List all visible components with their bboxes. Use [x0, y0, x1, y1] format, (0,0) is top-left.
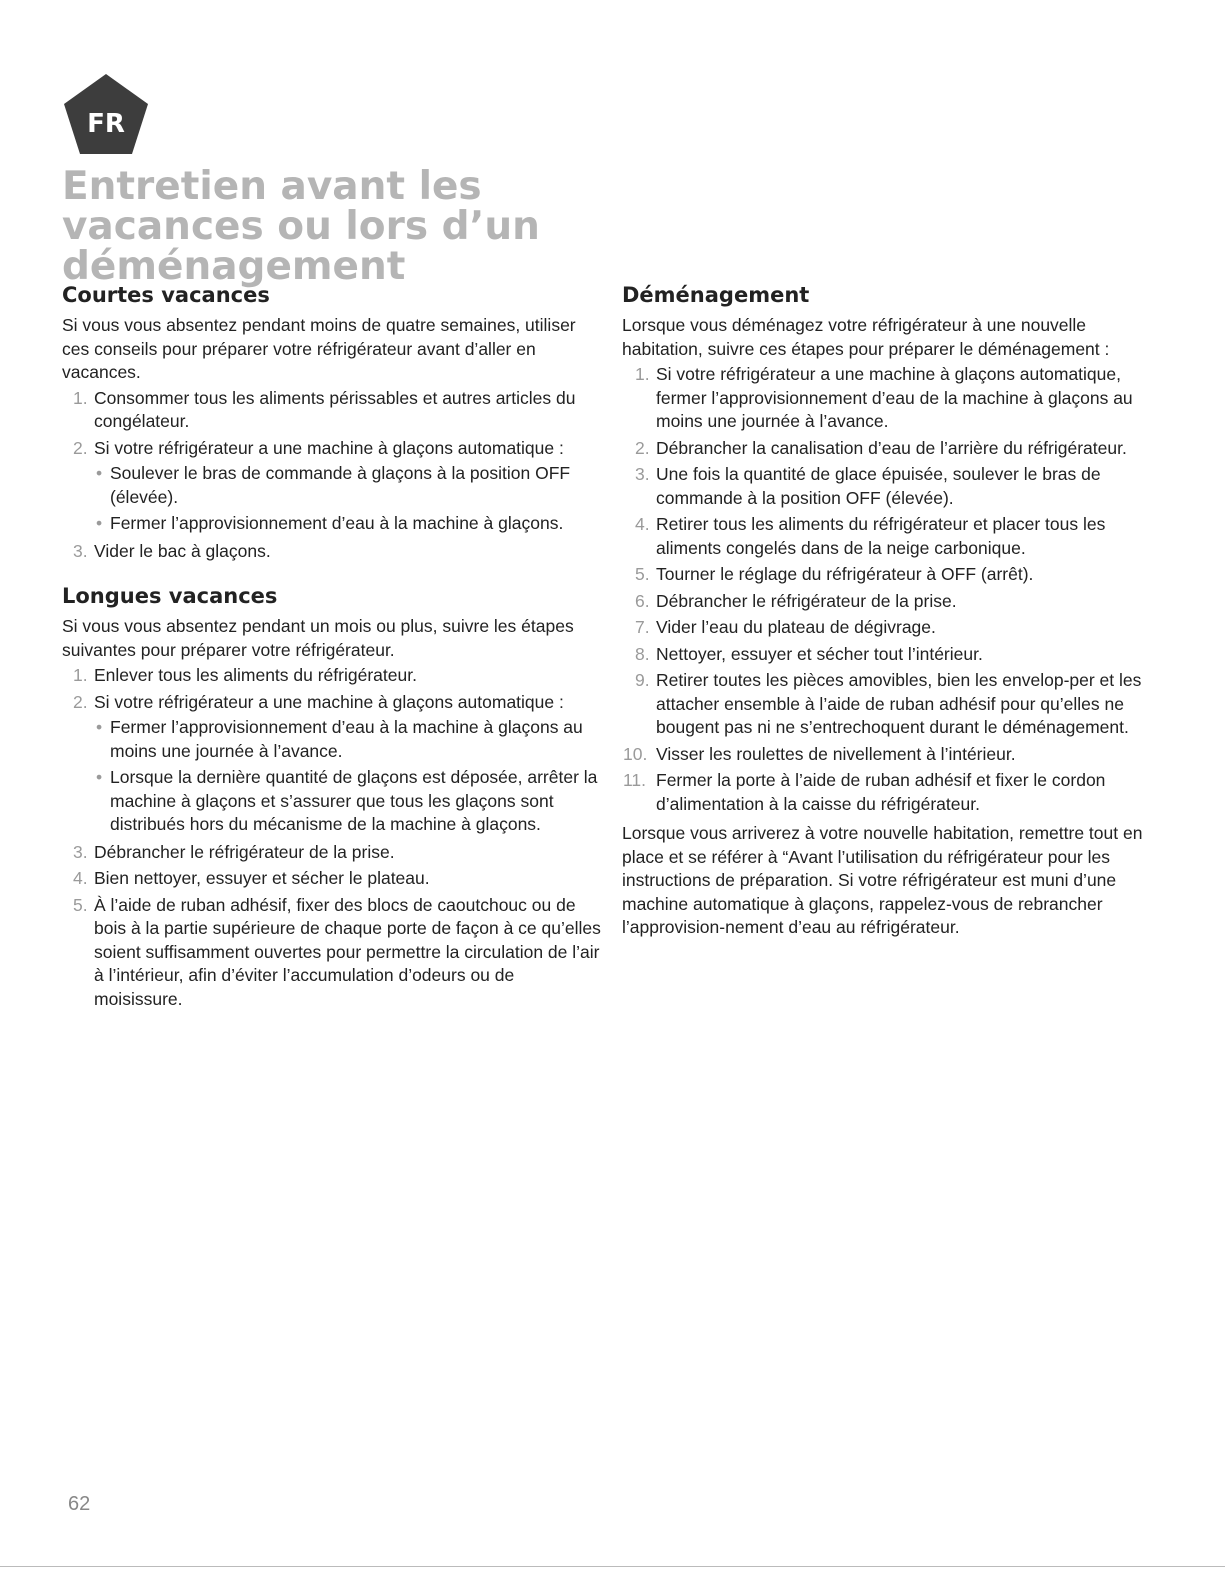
- step-text: Enlever tous les aliments du réfrigérateur.: [94, 665, 417, 685]
- step-number: 9.: [635, 670, 650, 690]
- list-item: [622, 513, 1152, 560]
- step-text: Débrancher la canalisation d’eau de l’arrière du réfrigérateur.: [656, 437, 1127, 458]
- section-moving: [622, 282, 1152, 940]
- steps-long-vacation: [62, 664, 602, 1011]
- bullet-item: [94, 462, 602, 509]
- step-text: Consommer tous les aliments périssables et autres articles du congélateur.: [94, 387, 576, 431]
- step-text: À l’aide de ruban adhésif, fixer des blocs de caoutchouc ou de bois à la partie supérieure de chaque porte de façon à ce qu’elles soient suffisamment ouvertes pour permettre la circulation de l’air à l’intérieur, afin d’éviter l’accumulation d’odeurs ou de moisissure.: [94, 894, 601, 1009]
- bullet-item: [94, 716, 602, 763]
- bullet-text: Soulever le bras de commande à glaçons à la position OFF (élevée).: [110, 463, 571, 507]
- step-number: 3.: [635, 464, 650, 484]
- bullet-item: [94, 512, 602, 536]
- step-number: 5.: [635, 564, 650, 584]
- sub-bullets: [94, 716, 602, 837]
- step-number: 1.: [73, 387, 88, 408]
- step-text: Fermer la porte à l’aide de ruban adhésif et fixer le cordon d’alimentation à la caisse du réfrigérateur.: [656, 770, 1106, 814]
- step-number: 3.: [73, 540, 88, 561]
- step-text: Si votre réfrigérateur a une machine à glaçons automatique :: [94, 437, 564, 458]
- bullet-dot-icon: •: [96, 463, 103, 483]
- right-column: [622, 282, 1152, 940]
- section-long-vacation: [62, 583, 602, 1011]
- list-item: [62, 841, 602, 865]
- step-text: Retirer toutes les pièces amovibles, bien les envelop-per et les attacher ensemble à l’aide de ruban adhésif pour qu’elles ne bougent pas ni ne s’entrechoquent durant le déménagement.: [656, 670, 1142, 737]
- step-number: 2.: [635, 437, 650, 458]
- step-number: 2.: [73, 437, 88, 458]
- step-text: Retirer tous les aliments du réfrigérateur et placer tous les aliments congelés dans de la neige carbonique.: [656, 514, 1106, 558]
- step-text: Débrancher le réfrigérateur de la prise.: [656, 590, 957, 611]
- list-item: [622, 363, 1152, 434]
- step-text: Une fois la quantité de glace épuisée, soulever le bras de commande à la position OFF (élevée).: [656, 464, 1101, 508]
- intro-long-vacation: Si vous vous absentez pendant un mois ou plus, suivre les étapes suivantes pour préparer votre réfrigérateur.: [62, 616, 574, 660]
- outro-moving: Lorsque vous arriverez à votre nouvelle habitation, remettre tout en place et se référer à “Avant l’utilisation du réfrigérateur pour les instructions de préparation. Si votre réfrigérateur est muni d’une machine automatique à glaçons, rappelez-vous de rebrancher l’approvision-nement d’eau au réfrigérateur.: [622, 823, 1143, 937]
- language-badge-fr-icon: [62, 72, 150, 156]
- intro-moving: Lorsque vous déménagez votre réfrigérateur à une nouvelle habitation, suivre ces étapes pour préparer le déménagement :: [622, 315, 1110, 359]
- list-item: [62, 437, 602, 536]
- list-item: [622, 643, 1152, 667]
- list-item: [62, 867, 602, 891]
- steps-short-vacation: [62, 387, 602, 564]
- bullet-dot-icon: •: [96, 767, 103, 787]
- section-heading-moving: Déménagement: [622, 283, 810, 307]
- bullet-text: Fermer l’approvisionnement d’eau à la machine à glaçons au moins une journée à l’avance.: [110, 717, 583, 761]
- list-item: [622, 616, 1152, 640]
- step-text: Débrancher le réfrigérateur de la prise.: [94, 841, 395, 862]
- step-text: Nettoyer, essuyer et sécher tout l’intérieur.: [656, 643, 983, 664]
- left-column: [62, 282, 602, 1014]
- section-heading-short-vacation: Courtes vacances: [62, 283, 270, 307]
- step-number: 5.: [73, 894, 88, 915]
- step-number: 1.: [73, 665, 88, 685]
- page-number: 62: [68, 1493, 91, 1515]
- bottom-rule: [0, 1566, 1225, 1567]
- step-number: 7.: [635, 617, 650, 637]
- badge-label: FR: [87, 109, 125, 139]
- list-item: [622, 769, 1152, 816]
- page-title: Entretien avant les vacances ou lors d’un déménagement: [62, 164, 540, 289]
- bullet-dot-icon: •: [96, 717, 103, 737]
- step-number: 1.: [635, 364, 650, 384]
- step-number: 11.: [623, 770, 647, 790]
- list-item: [62, 664, 602, 688]
- step-text: Si votre réfrigérateur a une machine à glaçons automatique, fermer l’approvisionnement d’eau de la machine à glaçons au moins une journée à l’avance.: [656, 364, 1133, 431]
- list-item: [622, 669, 1152, 740]
- list-item: [622, 437, 1152, 461]
- list-item: [622, 743, 1152, 767]
- step-number: 3.: [73, 841, 88, 862]
- list-item: [622, 463, 1152, 510]
- list-item: [622, 590, 1152, 614]
- list-item: [62, 691, 602, 837]
- step-number: 10.: [623, 743, 648, 764]
- step-number: 8.: [635, 643, 650, 664]
- bullet-text: Lorsque la dernière quantité de glaçons est déposée, arrêter la machine à glaçons et s’assurer que tous les glaçons sont distribués hors du mécanisme de la machine à glaçons.: [110, 767, 598, 834]
- section-short-vacation: [62, 282, 602, 563]
- list-item: [62, 894, 602, 1012]
- sub-bullets: [94, 462, 602, 536]
- step-number: 4.: [73, 868, 88, 888]
- bullet-item: [94, 766, 602, 837]
- list-item: [62, 540, 602, 564]
- step-number: 6.: [635, 590, 650, 611]
- intro-short-vacation: Si vous vous absentez pendant moins de quatre semaines, utiliser ces conseils pour préparer votre réfrigérateur avant d’aller en vacances.: [62, 315, 576, 382]
- bullet-text: Fermer l’approvisionnement d’eau à la machine à glaçons.: [110, 513, 564, 533]
- step-text: Tourner le réglage du réfrigérateur à OFF (arrêt).: [656, 564, 1034, 584]
- step-number: 2.: [73, 691, 88, 712]
- step-text: Si votre réfrigérateur a une machine à glaçons automatique :: [94, 691, 564, 712]
- step-text: Vider l’eau du plateau de dégivrage.: [656, 617, 936, 637]
- step-number: 4.: [635, 514, 650, 534]
- step-text: Bien nettoyer, essuyer et sécher le plateau.: [94, 868, 430, 888]
- step-text: Vider le bac à glaçons.: [94, 540, 271, 561]
- list-item: [622, 563, 1152, 587]
- section-heading-long-vacation: Longues vacances: [62, 584, 278, 608]
- list-item: [62, 387, 602, 434]
- bullet-dot-icon: •: [96, 513, 103, 533]
- steps-moving: [622, 363, 1152, 816]
- step-text: Visser les roulettes de nivellement à l’intérieur.: [656, 743, 1016, 764]
